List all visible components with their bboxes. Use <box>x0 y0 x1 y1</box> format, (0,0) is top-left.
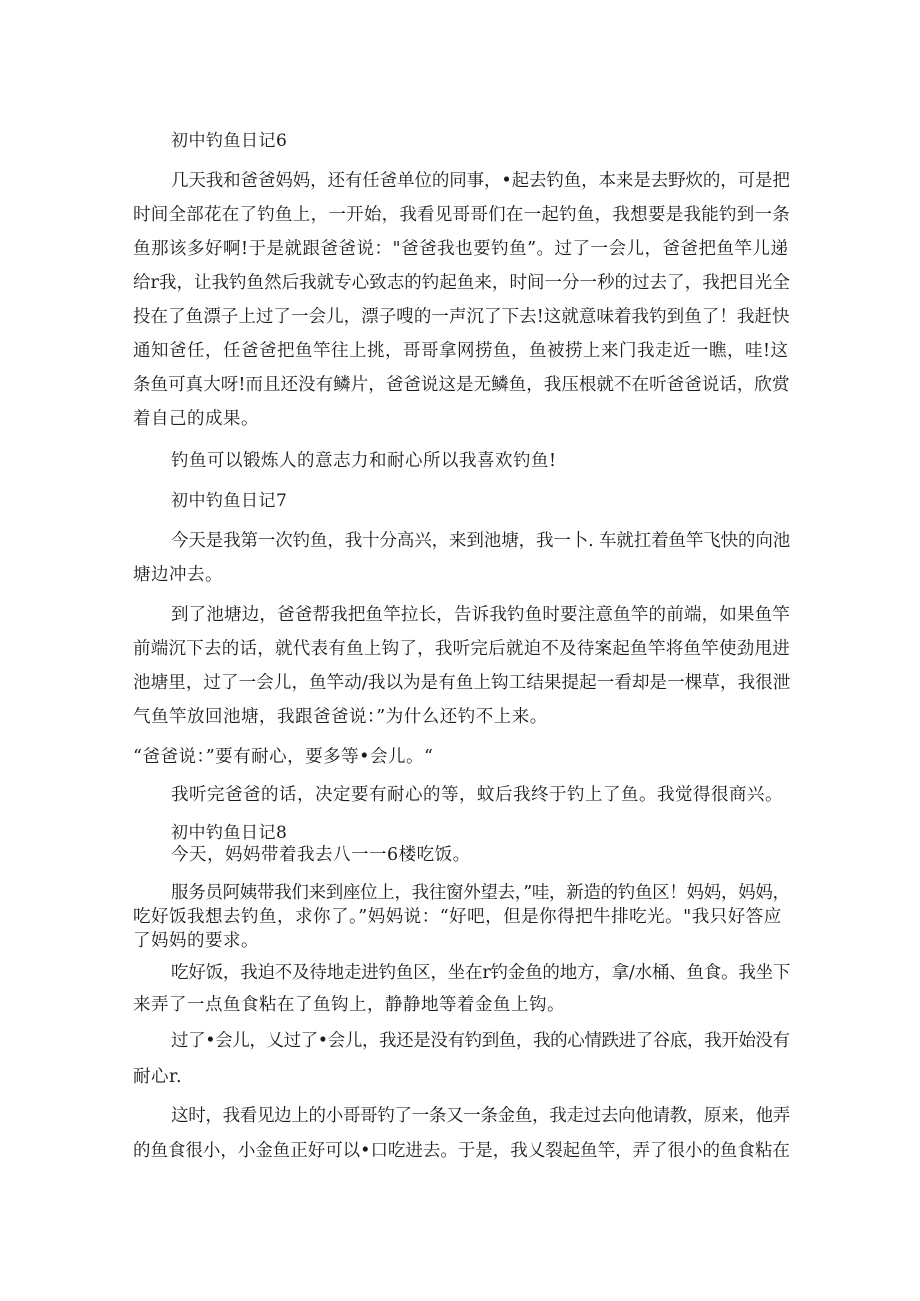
diary6-title: 初中钓鱼日记6 <box>171 131 288 151</box>
diary6-p1-line3: 鱼那该多好啊!于是就跟爸爸说："爸爸我也要钓鱼”。过了一会儿，爸爸把鱼竿儿递 <box>133 239 789 259</box>
diary7-p2-line3: 池塘里，过了一会儿，鱼竿动/我以为是有鱼上钩工结果提起一看却是一棵草，我很泄 <box>133 673 791 693</box>
diary6-p1-line6: 通知爸任，任爸爸把鱼竿往上挑，哥哥拿网捞鱼，鱼被捞上来门我走近一瞧，哇!这 <box>133 341 789 361</box>
diary8-p5-line1: 这时，我看见边上的小哥哥钓了一条又一条金鱼，我走过去向他请教，原来，他弄 <box>171 1106 790 1126</box>
diary8-p1: 今天，妈妈带着我去八一一6楼吃饭。 <box>171 845 471 865</box>
diary7-p1-line1: 今天是我第一次钓鱼，我十分高兴，来到池塘，我一卜. 车就扛着鱼竿飞快的向池 <box>171 531 791 551</box>
diary7-p2-line4: 气鱼竿放回池塘，我跟爸爸说：”为什么还钓不上来。 <box>133 707 548 727</box>
diary6-p1-line1: 几天我和爸爸妈妈，还有任爸单位的同事，•起去钓鱼，本来是去野炊的，可是把 <box>171 171 790 191</box>
diary8-p2-line2: 吃好饭我想去钓鱼，求你了。”妈妈说：“好吧，但是你得把牛排吃光。"我只好答应 <box>133 907 782 927</box>
diary8-p2-line3: 了妈妈的要求。 <box>133 931 259 951</box>
diary6-p1-line5: 投在了鱼漂子上过了一会儿，漂子嗖的一声沉了下去!这就意味着我钓到鱼了！我赶快 <box>133 307 790 327</box>
diary8-p4-line2: 耐心r. <box>133 1067 183 1087</box>
diary8-title: 初中钓鱼日记8 <box>171 823 288 843</box>
diary6-p1-line4: 给r我，让我钓鱼然后我就专心致志的钓起鱼来，时间一分一秒的过去了，我把目光全 <box>133 273 790 293</box>
diary6-p1-line7: 条鱼可真大呀!而且还没有鳞片，爸爸说这是无鳞鱼，我压根就不在听爸爸说话，欣赏 <box>133 375 790 395</box>
diary7-p3: “爸爸说：”要有耐心，要多等•会儿。“ <box>133 747 434 767</box>
diary7-title: 初中钓鱼日记7 <box>171 491 288 511</box>
diary8-p2-line1: 服务员阿姨带我们来到座位上，我往窗外望去，”哇，新造的钓鱼区！妈妈，妈妈， <box>171 883 790 903</box>
diary6-p2: 钓鱼可以锻炼人的意志力和耐心所以我喜欢钓鱼! <box>171 451 557 471</box>
diary6-p1-line2: 时间全部花在了钓鱼上，一开始，我看见哥哥们在一起钓鱼，我想要是我能钓到一条 <box>133 205 790 225</box>
diary8-p3-line1: 吃好饭，我迫不及待地走进钓鱼区，坐在r钓金鱼的地方，拿/水桶、鱼食。我坐下 <box>171 963 791 983</box>
diary7-p1-line2: 塘边冲去。 <box>133 565 223 585</box>
diary7-p2-line1: 到了池塘边，爸爸帮我把鱼竿拉长，告诉我钓鱼时要注意鱼竿的前端，如果鱼竿 <box>171 605 790 625</box>
diary7-p2-line2: 前端沉下去的话，就代表有鱼上钩了，我听完后就迫不及待案起鱼竿将鱼竿使劲甩进 <box>133 639 790 659</box>
diary8-p5-line2: 的鱼食很小，小金鱼正好可以•口吃进去。于是，我乂裂起鱼竿，弄了很小的鱼食粘在 <box>133 1141 790 1161</box>
diary8-p3-line2: 来弄了一点鱼食粘在了鱼钩上，静静地等着金鱼上钩。 <box>133 995 565 1015</box>
diary8-p4-line1: 过了•会儿，乂过了•会儿，我还是没有钓到鱼，我的心情跌进了谷底，我开始没有 <box>171 1031 790 1051</box>
diary6-p1-line8: 着自己的成果。 <box>133 409 259 429</box>
diary7-p4: 我听完爸爸的话，决定要有耐心的等，蚊后我终于钓上了鱼。我觉得很商兴。 <box>171 785 783 805</box>
